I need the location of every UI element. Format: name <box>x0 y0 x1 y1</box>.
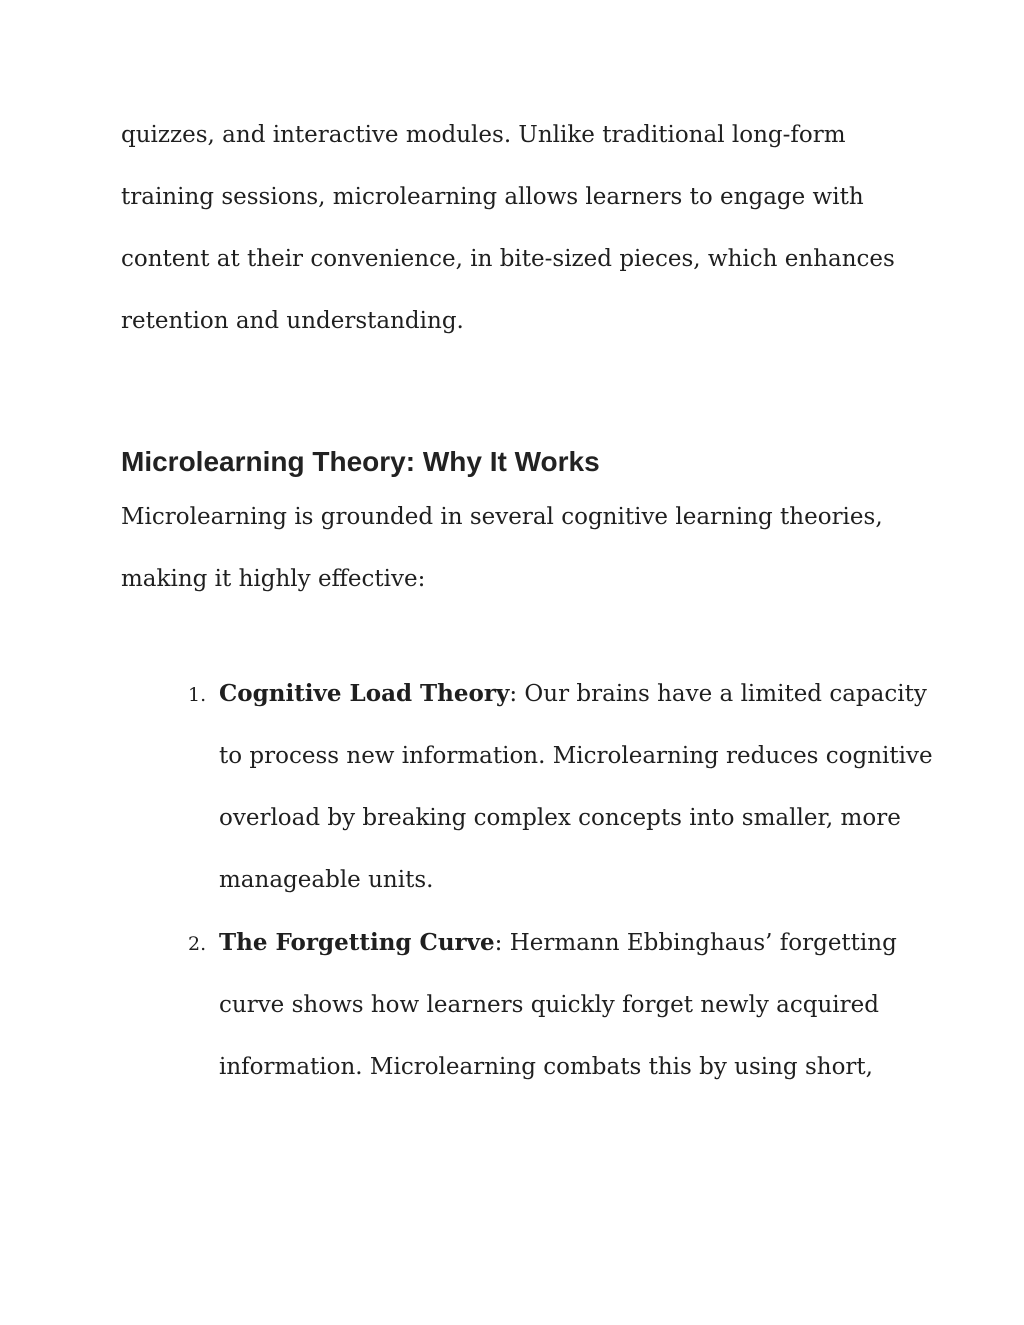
intro-paragraph-line: content at their convenience, in bite-sized pieces, which enhances <box>121 246 895 272</box>
section-heading: Microlearning Theory: Why It Works <box>121 446 600 477</box>
list-item-first-line <box>219 928 897 958</box>
list-item-number: 2. <box>188 933 207 955</box>
intro-paragraph-line: quizzes, and interactive modules. Unlike traditional long-form <box>121 122 846 148</box>
intro-paragraph-line: retention and understanding. <box>121 308 464 334</box>
list-item-number: 1. <box>188 684 207 706</box>
list-item-term: The Forgetting Curve <box>219 929 495 956</box>
section-intro-line: making it highly effective: <box>121 566 426 592</box>
list-item-text: : Hermann Ebbinghaus’ forgetting <box>494 930 897 956</box>
list-item-line: overload by breaking complex concepts into smaller, more <box>219 805 901 831</box>
list-item-text: : Our brains have a limited capacity <box>509 681 927 707</box>
section-intro-line: Microlearning is grounded in several cognitive learning theories, <box>121 504 883 530</box>
list-item-line: to process new information. Microlearning reduces cognitive <box>219 743 933 769</box>
list-item-first-line <box>219 679 927 709</box>
list-item-line: information. Microlearning combats this by using short, <box>219 1054 873 1080</box>
list-item-line: manageable units. <box>219 867 434 893</box>
list-item-line: curve shows how learners quickly forget newly acquired <box>219 992 879 1018</box>
list-item-term: Cognitive Load Theory <box>219 680 510 707</box>
intro-paragraph-line: training sessions, microlearning allows learners to engage with <box>121 184 864 210</box>
